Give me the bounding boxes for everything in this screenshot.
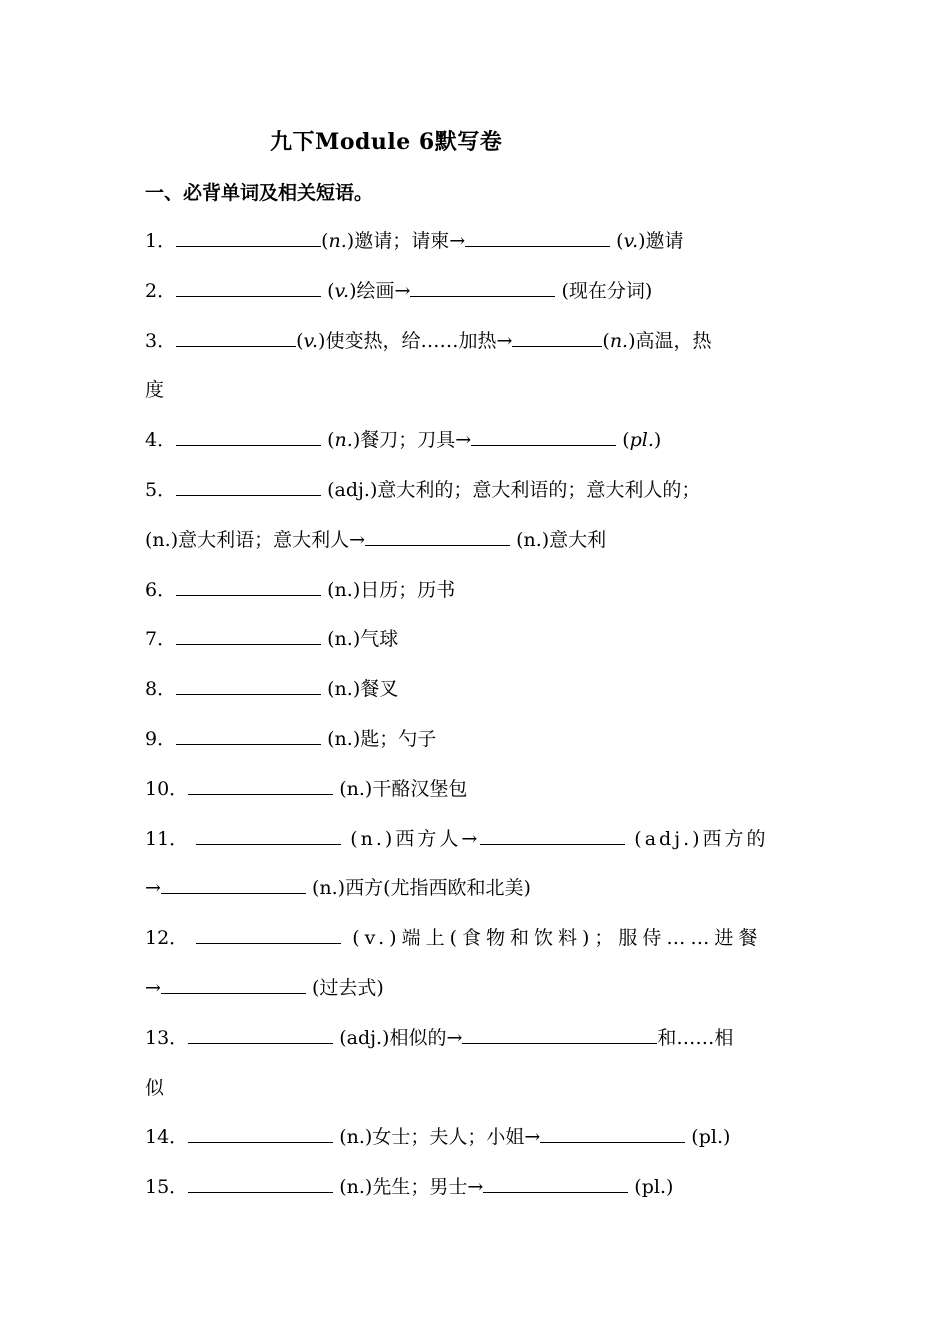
answer-blank[interactable] — [176, 626, 321, 645]
answer-blank[interactable] — [176, 726, 321, 745]
list-item-continuation: (n.)意大利语；意大利人→ (n.)意大利 — [145, 529, 607, 551]
list-item: 5． (adj.)意大利的；意大利语的；意大利人的； — [145, 479, 701, 501]
answer-blank[interactable] — [188, 1174, 333, 1193]
answer-blank[interactable] — [188, 776, 333, 795]
answer-blank[interactable] — [365, 527, 510, 546]
answer-blank[interactable] — [161, 975, 306, 994]
answer-blank[interactable] — [196, 925, 341, 944]
answer-blank[interactable] — [188, 1124, 333, 1143]
answer-blank[interactable] — [176, 676, 321, 695]
list-item: 6． (n.)日历；历书 — [145, 579, 456, 601]
answer-blank[interactable] — [176, 278, 321, 297]
answer-blank[interactable] — [465, 228, 610, 247]
answer-blank[interactable] — [462, 1025, 657, 1044]
list-item: 2． (v.)绘画→ (现在分词) — [145, 280, 653, 302]
list-item: 3． (v.)使变热，给……加热→ (n.)高温，热 — [145, 330, 712, 352]
list-item: 12． (v.)端上(食物和饮料)；服侍……进餐 — [145, 927, 763, 949]
list-item: 4． (n.)餐刀；刀具→ (pl.) — [145, 429, 662, 451]
list-item: 15． (n.)先生；男士→ (pl.) — [145, 1176, 674, 1198]
answer-blank[interactable] — [176, 477, 321, 496]
list-item: 9． (n.)匙；勺子 — [145, 728, 437, 750]
page-title: 九下Module 6默写卷 — [270, 129, 503, 155]
answer-blank[interactable] — [161, 875, 306, 894]
list-item-continuation: 似 — [145, 1077, 165, 1099]
list-item: 1． (n.)邀请；请柬→ (v.)邀请 — [145, 230, 684, 252]
answer-blank[interactable] — [480, 826, 625, 845]
answer-blank[interactable] — [483, 1174, 628, 1193]
list-item: 7． (n.)气球 — [145, 628, 399, 650]
section-heading: 一、必背单词及相关短语。 — [145, 182, 374, 204]
answer-blank[interactable] — [176, 228, 321, 247]
answer-blank[interactable] — [471, 427, 616, 446]
answer-blank[interactable] — [540, 1124, 685, 1143]
answer-blank[interactable] — [176, 577, 321, 596]
answer-blank[interactable] — [410, 278, 555, 297]
list-item: 14． (n.)女士；夫人；小姐→ (pl.) — [145, 1126, 731, 1148]
list-item-continuation: → (过去式) — [145, 977, 384, 999]
answer-blank[interactable] — [196, 826, 341, 845]
list-item-continuation: 度 — [145, 379, 165, 401]
answer-blank[interactable] — [512, 328, 602, 347]
list-item: 11． (n.)西方人→ (adj.)西方的 — [145, 828, 769, 850]
answer-blank[interactable] — [176, 328, 296, 347]
list-item: 8． (n.)餐叉 — [145, 678, 399, 700]
answer-blank[interactable] — [188, 1025, 333, 1044]
list-item: 13． (adj.)相似的→ 和……相 — [145, 1027, 734, 1049]
answer-blank[interactable] — [176, 427, 321, 446]
list-item: 10． (n.)干酪汉堡包 — [145, 778, 468, 800]
list-item-continuation: → (n.)西方(尤指西欧和北美) — [145, 877, 531, 899]
